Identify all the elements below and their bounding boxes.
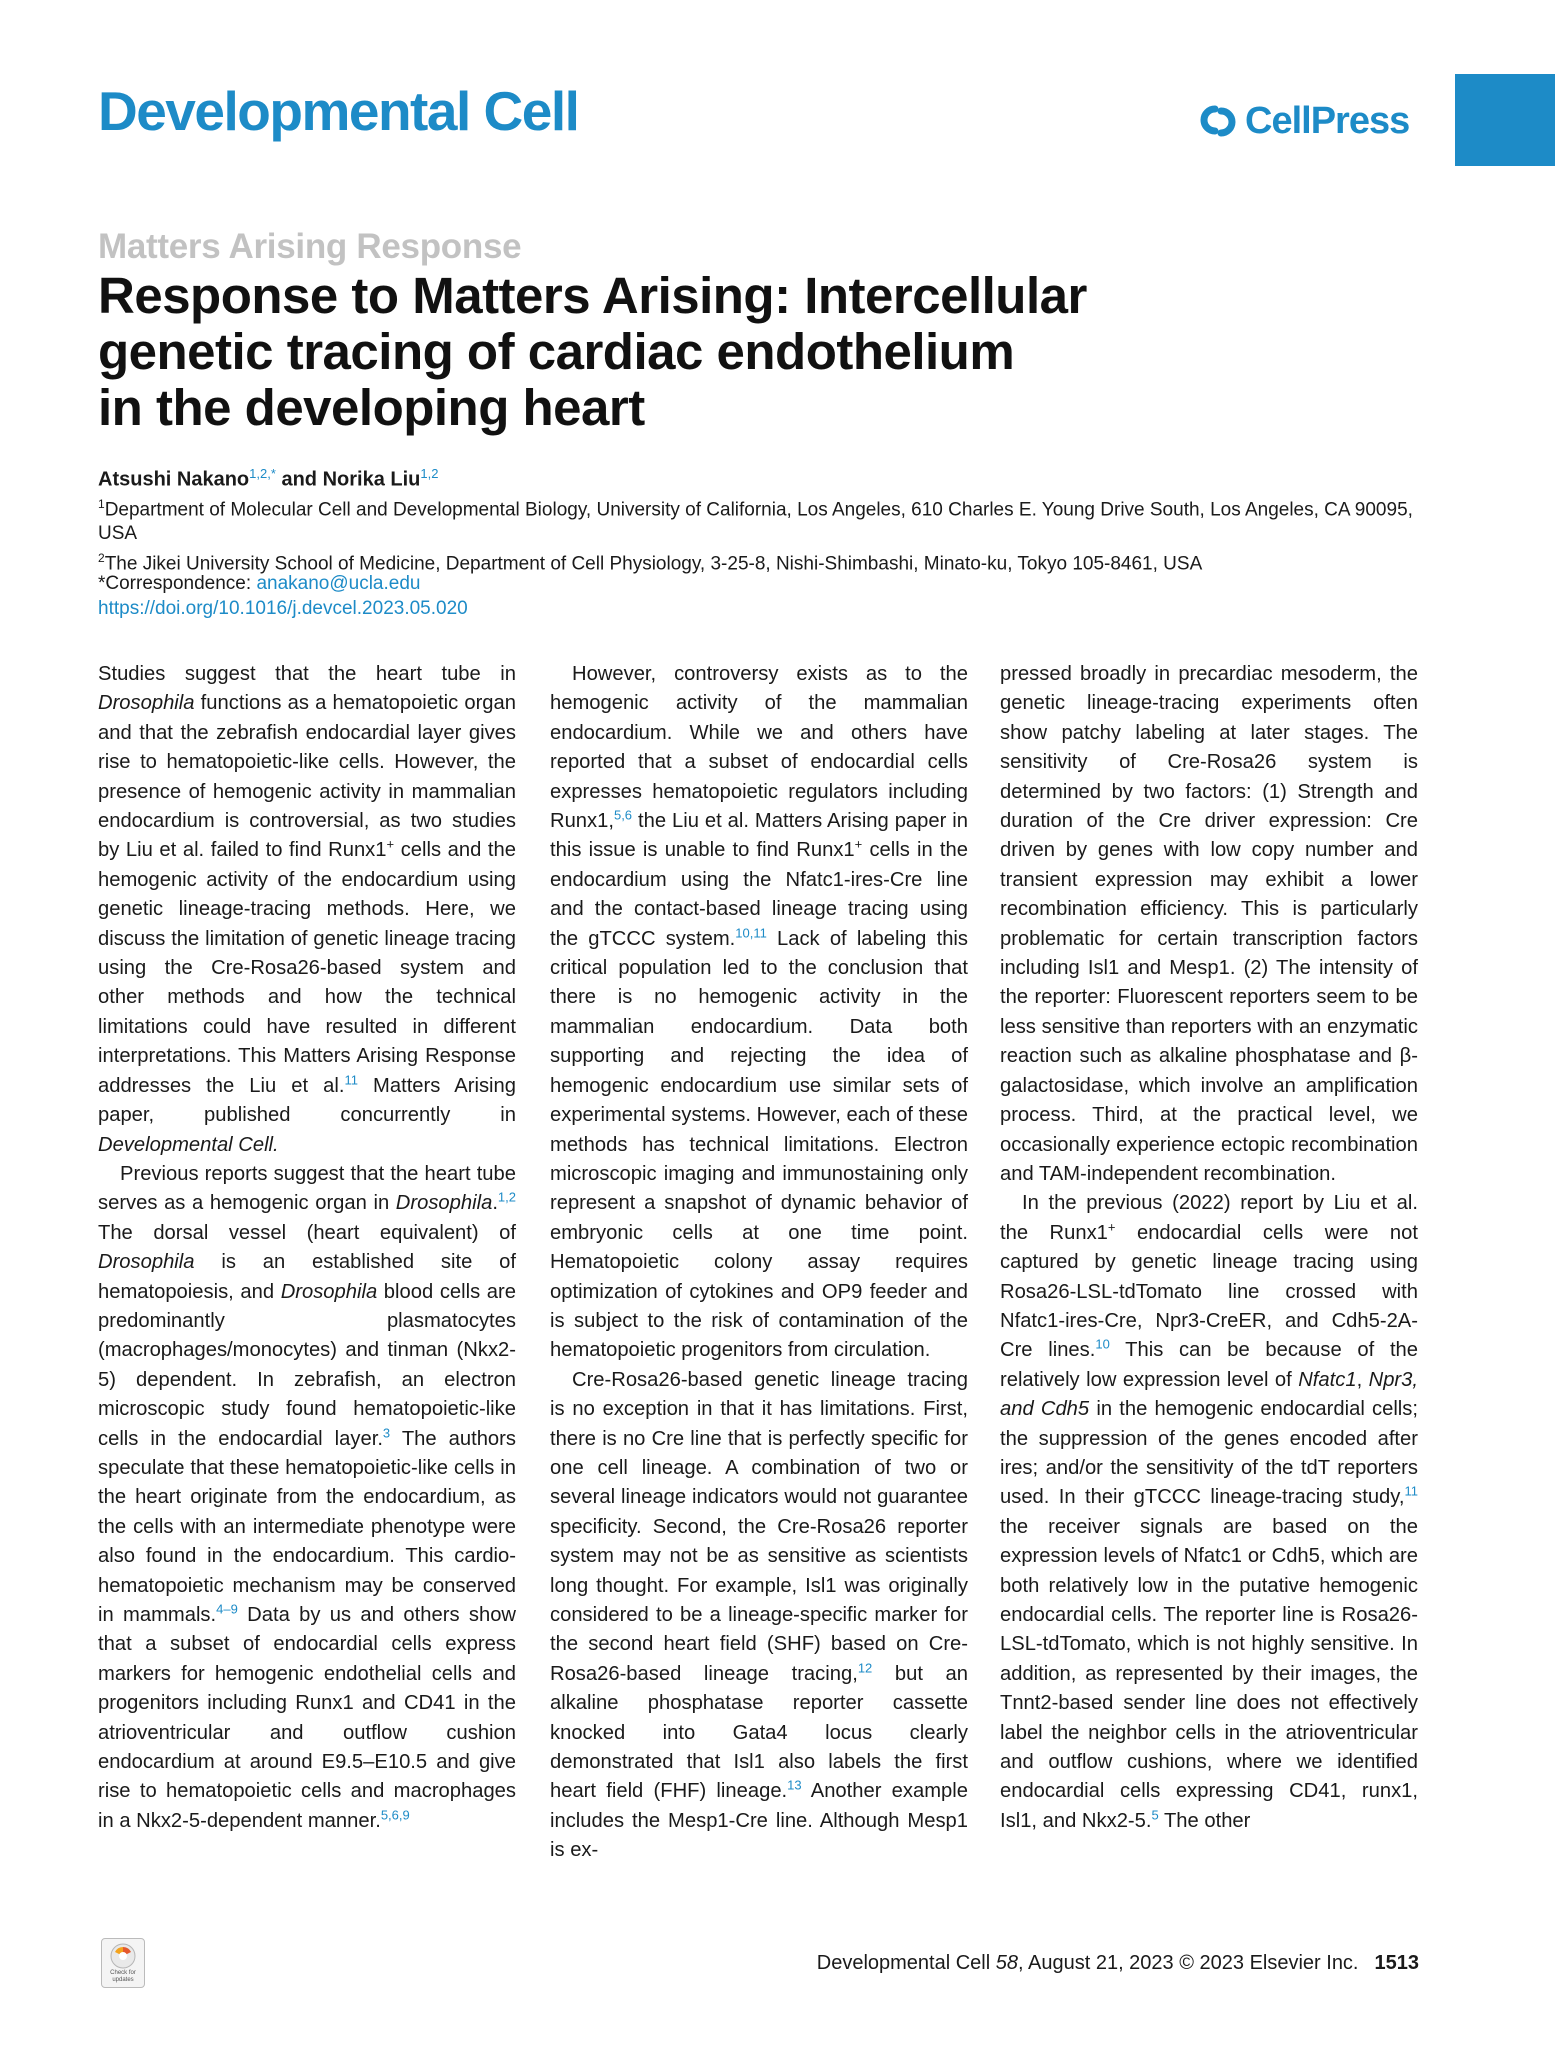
- page-number: 1513: [1374, 1952, 1419, 1974]
- paragraph: However, controversy exists as to the hemogenic activity of the mammalian endocardium. While we and others have reported that a subset of endocardial cells expresses hematopoietic regulators including Runx1,$^{5,6}$ the Liu et al. Matters Arising paper in this issue is unable to find Runx1+ cells in the endocardium using the Nfatc1-ires-Cre line and the contact-based lineage tracing using the gTCCC system.$^{10,11}$ Lack of labeling this critical population led to the conclusion that there is no hemogenic activity in the mammalian endocardium. Data both supporting and rejecting the idea of hemogenic endocardium use similar sets of experimental systems. However, each of these methods has technical limitations. Electron microscopic imaging and immunostaining only represent a snapshot of dynamic behavior of embryonic cells at one time point. Hematopoietic colony assay requires optimization of cytokines and OP9 feeder and is subject to the risk of contamination of the hematopoietic progenitors from circulation.: [550, 663, 968, 1362]
- page-footer: [817, 1952, 1419, 1975]
- reference-link[interactable]: 1,2: [497, 1189, 516, 1205]
- footer-date-copyright: , August 21, 2023 © 2023 Elsevier Inc.: [1017, 1952, 1359, 1974]
- publisher-logo[interactable]: [1197, 102, 1409, 140]
- title-line: in the developing heart: [98, 379, 645, 436]
- author-name[interactable]: Atsushi Nakano: [98, 468, 250, 491]
- body-column-2: [550, 660, 968, 1866]
- author-list: [98, 466, 438, 492]
- footer-journal: Developmental Cell: [816, 1952, 996, 1974]
- body-column-1: [98, 660, 516, 1836]
- author-separator: and: [275, 468, 323, 491]
- reference-link[interactable]: 5,6: [613, 807, 633, 823]
- reference-link[interactable]: 10: [1095, 1336, 1110, 1352]
- author-affiliation-marker[interactable]: 1,2: [420, 466, 439, 481]
- publisher-name: CellPress: [1245, 100, 1410, 142]
- reference-link[interactable]: 11: [1404, 1483, 1418, 1499]
- affiliation-text: Department of Molecular Cell and Developmental Biology, University of California, Los Angeles, 610 Charles E. Young Drive South, Los Angeles, CA 90095, USA: [98, 499, 1413, 545]
- reference-link[interactable]: 10,11: [735, 924, 767, 940]
- reference-link[interactable]: 11: [344, 1071, 358, 1087]
- correspondence-email-link[interactable]: anakano@ucla.edu: [256, 573, 421, 594]
- journal-color-tab: [1455, 74, 1555, 166]
- reference-link[interactable]: 13: [787, 1777, 802, 1793]
- article-title: [98, 268, 1158, 436]
- author-affiliation-marker[interactable]: 1,2,*: [249, 466, 276, 481]
- cellpress-logo-icon: [1197, 103, 1239, 139]
- check-for-updates-icon: [109, 1942, 137, 1970]
- journal-name: Developmental Cell: [98, 80, 579, 142]
- paragraph: Studies suggest that the heart tube in Drosophila functions as a hematopoietic organ and that the zebrafish endocardial layer gives rise to hematopoietic-like cells. However, the presence of hemogenic activity in mammalian endocardium is controversial, as two studies by Liu et al. failed to find Runx1+ cells and the hemogenic activity of the endocardium using genetic lineage-tracing methods. Here, we discuss the limitation of genetic lineage tracing using the Cre-Rosa26-based system and other methods and how the technical limitations could have resulted in different interpretations. This Matters Arising Response addresses the Liu et al.$^{11}$ Matters Arising paper, published concurrently in Developmental Cell.: [98, 663, 516, 1156]
- paragraph: In the previous (2022) report by Liu et al. the Runx1+ endocardial cells were not captured by genetic lineage tracing using Rosa26-LSL-tdTomato line crossed with Nfatc1-ires-Cre, Npr3-CreER, and Cdh5-2A-Cre lines.$^{10}$ This can be because of the relatively low expression level of Nfatc1, Npr3, and Cdh5 in the hemogenic endocardial cells; the suppression of the genes encoded after ires; and/or the sensitivity of the tdT reporters used. In their gTCCC lineage-tracing study,$^{11}$ the receiver signals are based on the expression levels of Nfatc1 or Cdh5, which are both relatively low in the putative hemogenic endocardial cells. The reporter line is Rosa26-LSL-tdTomato, which is not highly sensitive. In addition, as represented by their images, the Tnnt2-based sender line does not effectively label the neighbor cells in the atrioventricular and outflow cushions, where we identified endocardial cells expressing CD41, runx1, Isl1, and Nkx2-5.$^5$ The other: [1000, 1192, 1419, 1832]
- article-type: Matters Arising Response: [98, 227, 522, 266]
- reference-link[interactable]: 12: [857, 1660, 873, 1676]
- paragraph: Cre-Rosa26-based genetic lineage tracing is no exception in that it has limitations. First, there is no Cre line that is perfectly specific for one cell lineage. A combination of two or several lineage indicators would not guarantee specificity. Second, the Cre-Rosa26 reporter system may not be as sensitive as scientists long thought. For example, Isl1 was originally considered to be a lineage-specific marker for the second heart field (SHF) based on Cre-Rosa26-based lineage tracing,$^{12}$ but an alkaline phosphatase reporter cassette knocked into Gata4 locus clearly demonstrated that Isl1 also labels the first heart field (FHF) lineage.$^{13}$ Another example includes the Mesp1-Cre line. Although Mesp1 is ex-: [550, 1368, 968, 1862]
- reference-link[interactable]: 5: [1151, 1807, 1159, 1823]
- author-name[interactable]: Norika Liu: [322, 468, 421, 491]
- title-line: Response to Matters Arising: Intercellular: [98, 267, 1087, 324]
- affiliation-text: The Jikei University School of Medicine, Department of Cell Physiology, 3-25-8, Nishi-Shimbashi, Minato-ku, Tokyo 105-8461, USA: [104, 553, 1203, 575]
- reference-link[interactable]: 4–9: [216, 1601, 238, 1617]
- reference-link[interactable]: 5,6,9: [380, 1807, 410, 1823]
- title-line: genetic tracing of cardiac endothelium: [98, 323, 1015, 380]
- paragraph: Previous reports suggest that the heart tube serves as a hemogenic organ in Drosophila.$^{1,2}$ The dorsal vessel (heart equivalent) of Drosophila is an established site of hematopoiesis, and Drosophila blood cells are predominantly plasmatocytes (macrophages/monocytes) and tinman (Nkx2-5) dependent. In zebrafish, an electron microscopic study found hematopoietic-like cells in the endocardial layer.$^3$ The authors speculate that these hematopoietic-like cells in the heart originate from the endocardium, as the cells with an intermediate phenotype were also found in the endocardium. This cardio-hematopoietic mechanism may be conserved in mammals.$^{4-9}$ Data by us and others show that a subset of endocardial cells express markers for hemogenic endothelial cells and progenitors including Runx1 and CD41 in the atrioventricular and outflow cushion endocardium at around E9.5–E10.5 and give rise to hematopoietic cells and macrophages in a Nkx2-5-dependent manner.$^{5,6,9}$: [98, 1162, 516, 1832]
- reference-link[interactable]: 3: [382, 1424, 391, 1440]
- affiliation-number: 1: [98, 497, 105, 511]
- paragraph: pressed broadly in precardiac mesoderm, the genetic lineage-tracing experiments often show patchy labeling at later stages. The sensitivity of Cre-Rosa26 system is determined by two factors: (1) Strength and duration of the Cre driver expression: Cre driven by genes with low copy number and transient expression may exhibit a lower recombination efficiency. This is particularly problematic for certain transcription factors including Isl1 and Mesp1. (2) The intensity of the reporter: Fluorescent reporters seem to be less sensitive than reporters with an enzymatic reaction such as alkaline phosphatase and β-galactosidase, which involve an amplification process. Third, at the practical level, we occasionally experience ectopic recombination and TAM-independent recombination.: [1000, 663, 1418, 1185]
- doi-link[interactable]: https://doi.org/10.1016/j.devcel.2023.05.020: [98, 598, 468, 619]
- correspondence: [98, 572, 1418, 596]
- badge-text: Check for updates: [110, 1970, 136, 1983]
- affiliation-number: 2: [98, 551, 105, 565]
- correspondence-label: *Correspondence:: [98, 573, 257, 594]
- footer-volume: 58: [995, 1952, 1018, 1974]
- affiliation: [98, 492, 1418, 546]
- check-for-updates-badge[interactable]: [101, 1938, 145, 1988]
- body-column-3: [1000, 660, 1418, 1836]
